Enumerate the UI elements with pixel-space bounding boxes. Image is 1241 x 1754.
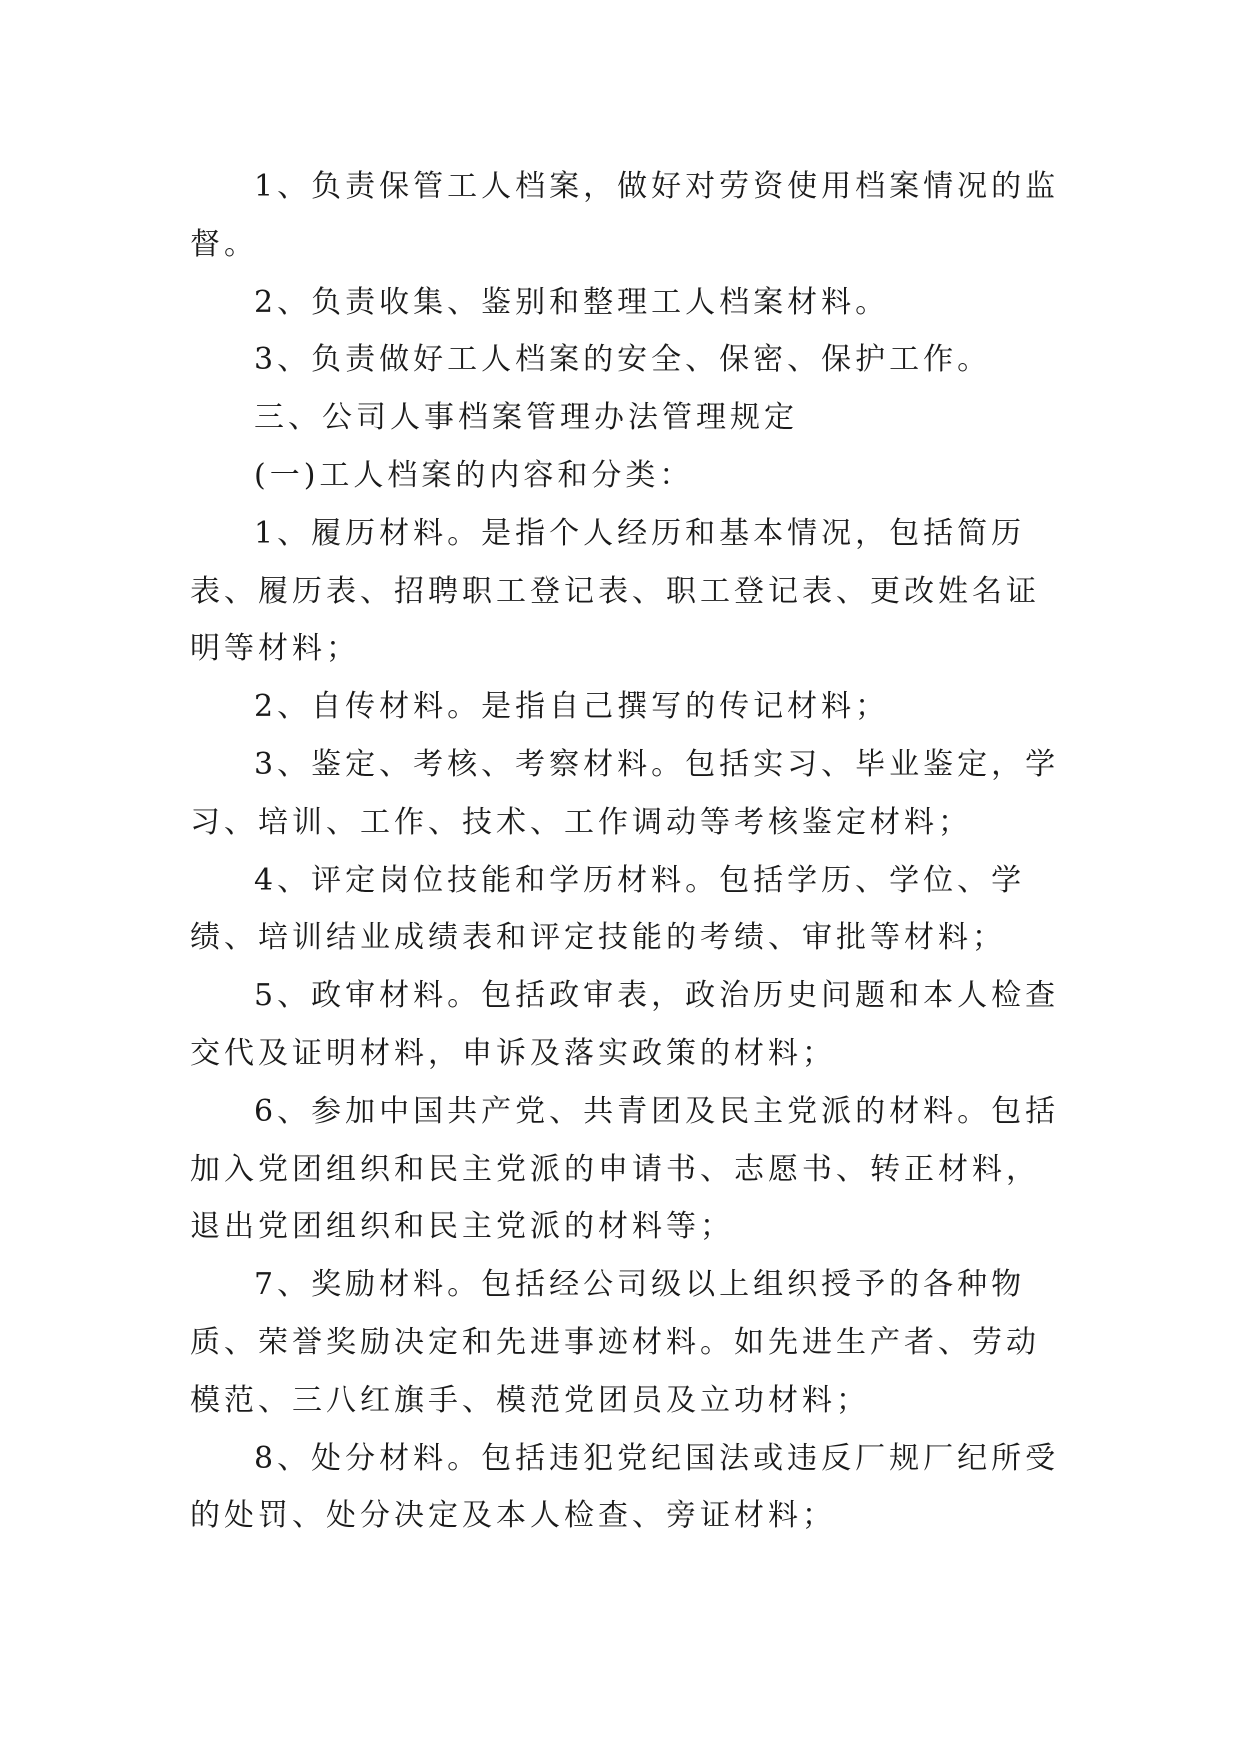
section-heading: 三、公司人事档案管理办法管理规定 <box>254 400 798 436</box>
paragraph-appraisal-materials: 3、鉴定、考核、考察材料。包括实习、毕业鉴定，学习、培训、工作、技术、工作调动等考核鉴定材料； <box>190 746 1060 840</box>
paragraph-political-review-materials: 5、政审材料。包括政审表，政治历史问题和本人检查交代及证明材料，申诉及落实政策的材料； <box>190 978 1060 1071</box>
document-body <box>190 158 1060 1545</box>
paragraph-resume-materials: 1、履历材料。是指个人经历和基本情况，包括简历表、履历表、招聘职工登记表、职工登记表、更改姓名证明等材料； <box>190 515 1040 667</box>
paragraph-party-league-materials: 6、参加中国共产党、共青团及民主党派的材料。包括加入党团组织和民主党派的申请书、志愿书、转正材料，退出党团组织和民主党派的材料等； <box>190 1093 1060 1245</box>
paragraph-2: 2、负责收集、鉴别和整理工人档案材料。 <box>254 284 890 320</box>
paragraph-skills-education-materials: 4、评定岗位技能和学历材料。包括学历、学位、学绩、培训结业成绩表和评定技能的考绩、审批等材料； <box>190 862 1026 956</box>
paragraph-1: 1、负责保管工人档案，做好对劳资使用档案情况的监督。 <box>190 169 1060 262</box>
paragraph-autobiography-materials: 2、自传材料。是指自己撰写的传记材料； <box>254 689 890 725</box>
paragraph-3: 3、负责做好工人档案的安全、保密、保护工作。 <box>254 342 992 378</box>
subsection-heading: (一)工人档案的内容和分类： <box>254 457 694 493</box>
paragraph-disciplinary-materials: 8、处分材料。包括违犯党纪国法或违反厂规厂纪所受的处罚、处分决定及本人检查、旁证材料； <box>190 1440 1060 1534</box>
paragraph-award-materials: 7、奖励材料。包括经公司级以上组织授予的各种物质、荣誉奖励决定和先进事迹材料。如先进生产者、劳动模范、三八红旗手、模范党团员及立功材料； <box>190 1267 1040 1418</box>
